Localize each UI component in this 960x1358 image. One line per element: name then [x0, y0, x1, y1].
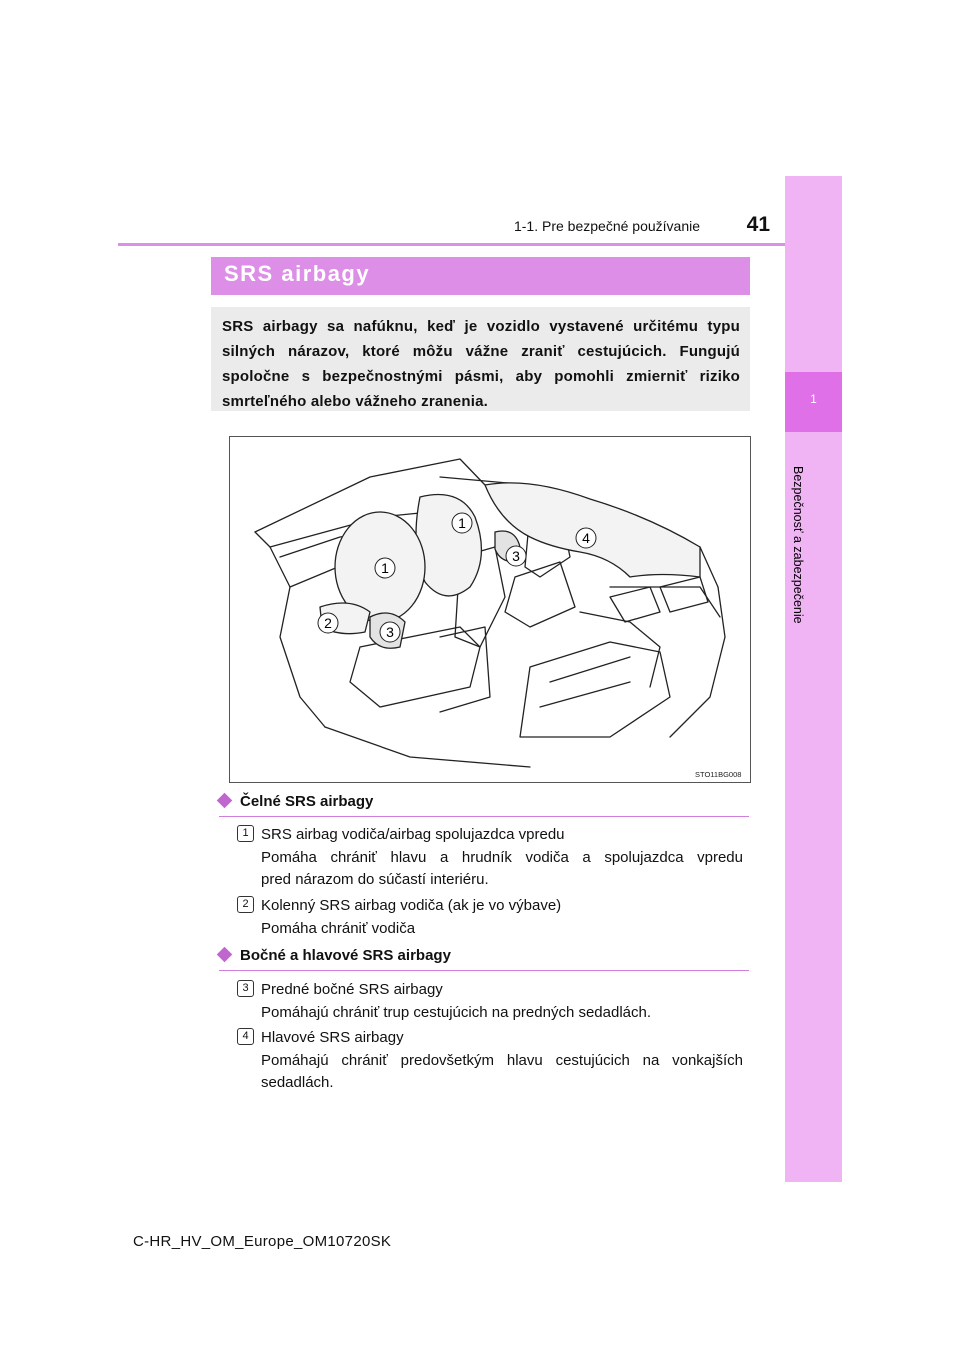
chapter-side-tab [785, 176, 842, 1182]
airbag-illustration [229, 436, 751, 783]
item-description-line: sedadlách. [261, 1074, 334, 1091]
item-number-badge: 4 [237, 1028, 254, 1045]
intro-line: silných nárazov, ktoré môžu vážne zraniť cestujúcich. Fungujú [222, 343, 740, 360]
callout-1-passenger [452, 513, 472, 533]
section-heading-text: Bočné a hlavové SRS airbagy [240, 947, 451, 964]
section-heading-side [219, 947, 451, 964]
diamond-icon [217, 793, 233, 809]
item-number-badge: 2 [237, 896, 254, 913]
section-heading-text: Čelné SRS airbagy [240, 793, 374, 810]
callout-label: 1 [381, 560, 389, 576]
callout-4-curtain [576, 528, 596, 548]
diamond-icon [217, 947, 233, 963]
callout-label: 2 [324, 615, 332, 631]
callout-2-knee [318, 613, 338, 633]
chapter-number: 1 [810, 392, 817, 406]
item-description-line: Pomáhajú chrániť predovšetkým hlavu cestujúcich na vonkajších [261, 1052, 743, 1069]
item-number-badge: 1 [237, 825, 254, 842]
callout-label: 4 [582, 530, 590, 546]
header-divider [118, 243, 785, 246]
section-heading-frontal [219, 793, 373, 810]
item-description-line: pred nárazom do súčastí interiéru. [261, 871, 489, 888]
section-divider [219, 970, 749, 971]
item-title: Kolenný SRS airbag vodiča (ak je vo výbave) [261, 897, 562, 914]
item-description-line: Pomáhajú chrániť trup cestujúcich na predných sedadlách. [261, 1004, 652, 1021]
section-divider [219, 816, 749, 817]
item-title: Hlavové SRS airbagy [261, 1029, 404, 1046]
callout-label: 3 [386, 624, 394, 640]
item-title: SRS airbag vodiča/airbag spolujazdca vpredu [261, 826, 565, 843]
intro-text [222, 314, 740, 414]
header-section-title: 1-1. Pre bezpečné používanie [513, 218, 700, 234]
item-number-badge: 3 [237, 980, 254, 997]
page-title: SRS airbagy [224, 261, 371, 286]
document-footer-code: C-HR_HV_OM_Europe_OM10720SK [133, 1233, 392, 1250]
callout-3-passenger-side [506, 546, 526, 566]
callout-label: 3 [512, 548, 520, 564]
figure-code: STO11BG008 [695, 770, 742, 779]
page-number: 41 [746, 213, 770, 236]
item-title: Predné bočné SRS airbagy [261, 981, 443, 998]
intro-line: SRS airbagy sa nafúknu, keď je vozidlo vystavené určitému typu [222, 318, 740, 335]
item-description-line: Pomáha chrániť vodiča [261, 920, 416, 937]
callout-3-driver-side [380, 622, 400, 642]
item-description-line: Pomáha chrániť hlavu a hrudník vodiča a spolujazdca vpredu [261, 849, 743, 866]
intro-line: smrteľného alebo vážneho zranenia. [222, 393, 488, 410]
callout-1-driver [375, 558, 395, 578]
car-interior-drawing [230, 437, 750, 782]
intro-line: spoločne s bezpečnostnými pásmi, aby pomohli zmierniť riziko [222, 368, 740, 385]
callout-label: 1 [458, 515, 466, 531]
chapter-title: Bezpečnosť a zabezpečenie [791, 466, 805, 624]
